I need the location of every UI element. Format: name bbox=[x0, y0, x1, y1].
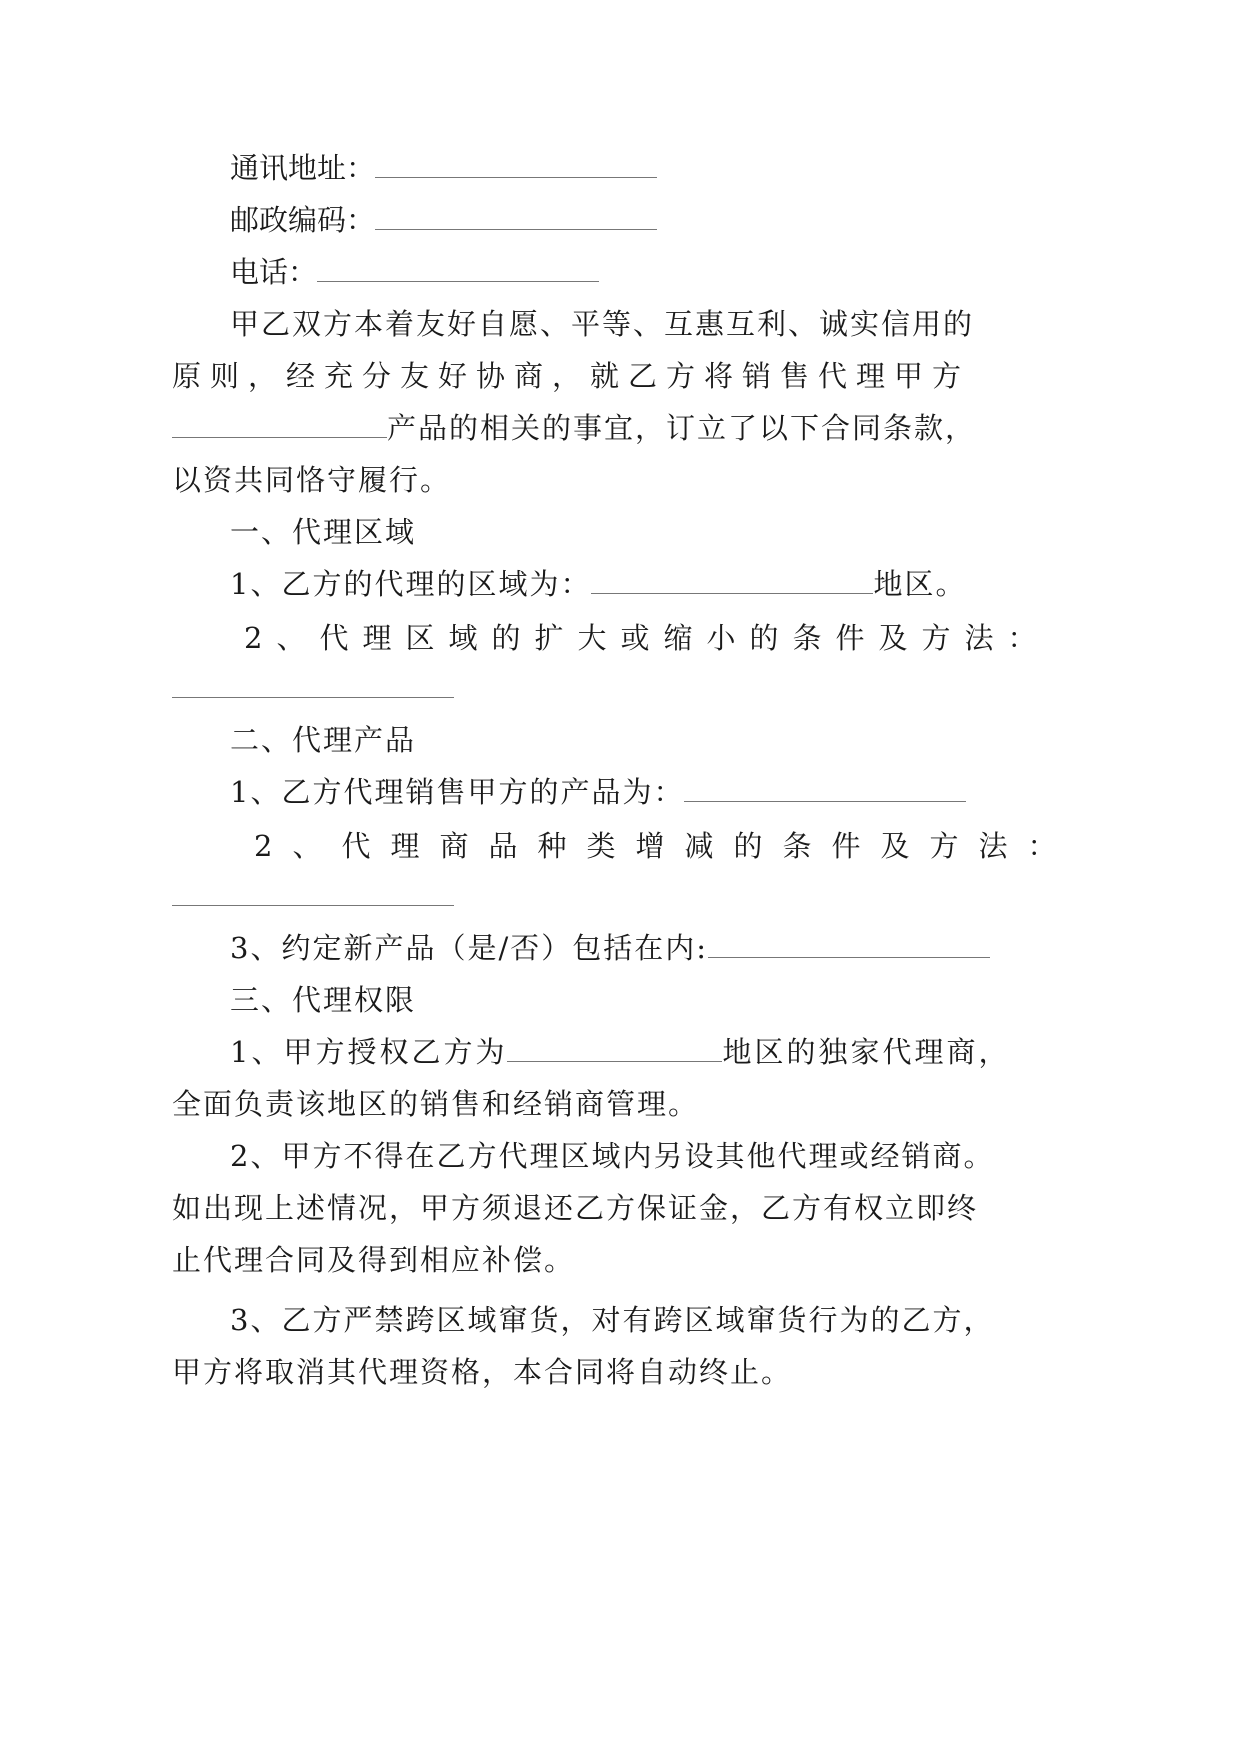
section-3-item-2: 2、甲方不得在乙方代理区域内另设其他代理或经销商。 bbox=[230, 1139, 995, 1173]
section-2-item-2: 2、代理商品种类增减的条件及方法： bbox=[254, 829, 1077, 863]
new-product-blank[interactable] bbox=[708, 929, 990, 958]
intro-line-4: 以资共同恪守履行。 bbox=[172, 463, 452, 497]
section-3-title: 三、代理权限 bbox=[230, 983, 417, 1017]
address-line bbox=[230, 148, 657, 188]
section-3-item-2-cont-1: 如出现上述情况，甲方须退还乙方保证金，乙方有权立即终 bbox=[172, 1191, 979, 1225]
section-1-item-1-suffix: 地区。 bbox=[873, 567, 967, 601]
intro-line-3-text: 产品的相关的事宜，订立了以下合同条款， bbox=[387, 411, 977, 445]
intro-line-1: 甲乙双方本着友好自愿、平等、互惠互利、诚实信用的 bbox=[230, 307, 975, 341]
section-1-title: 一、代理区域 bbox=[230, 515, 417, 549]
address-label: 通讯地址： bbox=[230, 151, 376, 185]
agency-product-blank[interactable] bbox=[684, 773, 966, 802]
section-3-item-3-cont: 甲方将取消其代理资格，本合同将自动终止。 bbox=[172, 1355, 793, 1389]
postcode-label: 邮政编码： bbox=[230, 203, 376, 237]
section-2-item-3-label: 3、约定新产品（是/否）包括在内: bbox=[230, 931, 708, 965]
exclusive-region-blank[interactable] bbox=[507, 1033, 722, 1062]
address-blank[interactable] bbox=[375, 149, 657, 178]
section-1-item-1-label: 1、乙方的代理的区域为： bbox=[230, 567, 592, 601]
intro-line-2: 原则，经充分友好协商，就乙方将销售代理甲方 bbox=[172, 359, 971, 393]
phone-label: 电话： bbox=[230, 255, 318, 289]
section-2-item-3 bbox=[230, 928, 990, 968]
phone-line bbox=[230, 252, 599, 292]
section-1-item-2: 2、代理区域的扩大或缩小的条件及方法： bbox=[244, 621, 1051, 655]
section-1-item-2-blank-line bbox=[172, 668, 454, 708]
section-3-item-1-cont: 全面负责该地区的销售和经销商管理。 bbox=[172, 1087, 700, 1121]
product-change-blank[interactable] bbox=[172, 877, 454, 906]
postcode-line bbox=[230, 200, 657, 240]
section-3-item-1-label: 1、甲方授权乙方为 bbox=[230, 1035, 508, 1069]
section-3-item-1 bbox=[230, 1032, 1010, 1072]
region-change-blank[interactable] bbox=[172, 669, 454, 698]
phone-blank[interactable] bbox=[317, 253, 599, 282]
section-3-item-2-cont-2: 止代理合同及得到相应补偿。 bbox=[172, 1243, 576, 1277]
section-2-item-2-blank-line bbox=[172, 876, 454, 916]
section-1-item-1 bbox=[230, 564, 966, 604]
intro-line-3 bbox=[172, 408, 976, 448]
section-3-item-3: 3、乙方严禁跨区域窜货，对有跨区域窜货行为的乙方， bbox=[230, 1303, 995, 1337]
region-blank[interactable] bbox=[591, 565, 873, 594]
section-2-item-1-label: 1、乙方代理销售甲方的产品为： bbox=[230, 775, 685, 809]
section-2-title: 二、代理产品 bbox=[230, 723, 417, 757]
section-2-item-1 bbox=[230, 772, 966, 812]
product-blank[interactable] bbox=[172, 409, 387, 438]
postcode-blank[interactable] bbox=[375, 201, 657, 230]
section-3-item-1-suffix: 地区的独家代理商， bbox=[722, 1035, 1011, 1069]
